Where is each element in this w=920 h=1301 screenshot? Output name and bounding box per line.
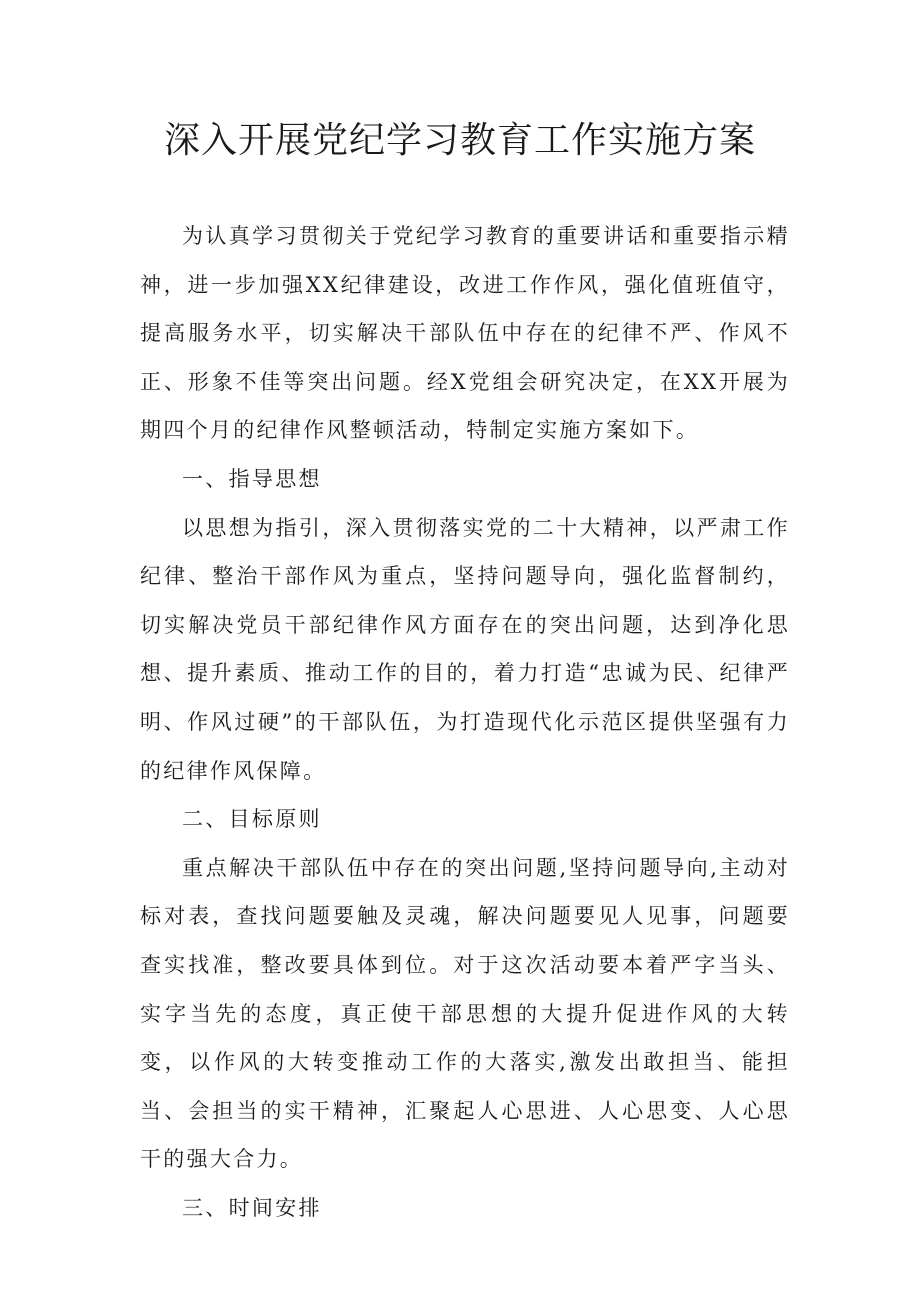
intro-paragraph: 为认真学习贯彻关于党纪学习教育的重要讲话和重要指示精神，进一步加强XX纪律建设，改进工作作风，强化值班值守，提高服务水平，切实解决干部队伍中存在的纪律不严、作风不正、形象不佳等突出问题。经X党组会研究决定，在XX开展为期四个月的纪律作风整顿活动，特制定实施方案如下。 <box>140 224 790 443</box>
section-body-goals-principles: 重点解决干部队伍中存在的突出问题,坚持问题导向,主动对标对表，查找问题要触及灵魂，解决问题要见人见事，问题要查实找准，整改要具体到位。对于这次活动要本着严字当头、实字当先的态度，真正使干部思想的大提升促进作风的大转变，以作风的大转变推动工作的大落实,激发出敢担当、能担当、会担当的实干精神，汇聚起人心思进、人心思变、人心思干的强大合力。 <box>140 855 790 1172</box>
section-body-guiding-thought: 以思想为指引，深入贯彻落实党的二十大精神，以严肃工作纪律、整治干部作风为重点，坚持问题导向，强化监督制约，切实解决党员干部纪律作风方面存在的突出问题，达到净化思想、提升素质、推动工作的目的，着力打造“忠诚为民、纪律严明、作风过硬”的干部队伍，为打造现代化示范区提供坚强有力的纪律作风保障。 <box>140 515 790 783</box>
document-title: 深入开展党纪学习教育工作实施方案 <box>163 120 756 161</box>
section-heading-guiding-thought: 一、指导思想 <box>182 466 322 491</box>
document-body <box>140 212 790 1232</box>
section-heading-schedule: 三、时间安排 <box>182 1195 322 1220</box>
section-heading-goals-principles: 二、目标原则 <box>182 807 322 832</box>
